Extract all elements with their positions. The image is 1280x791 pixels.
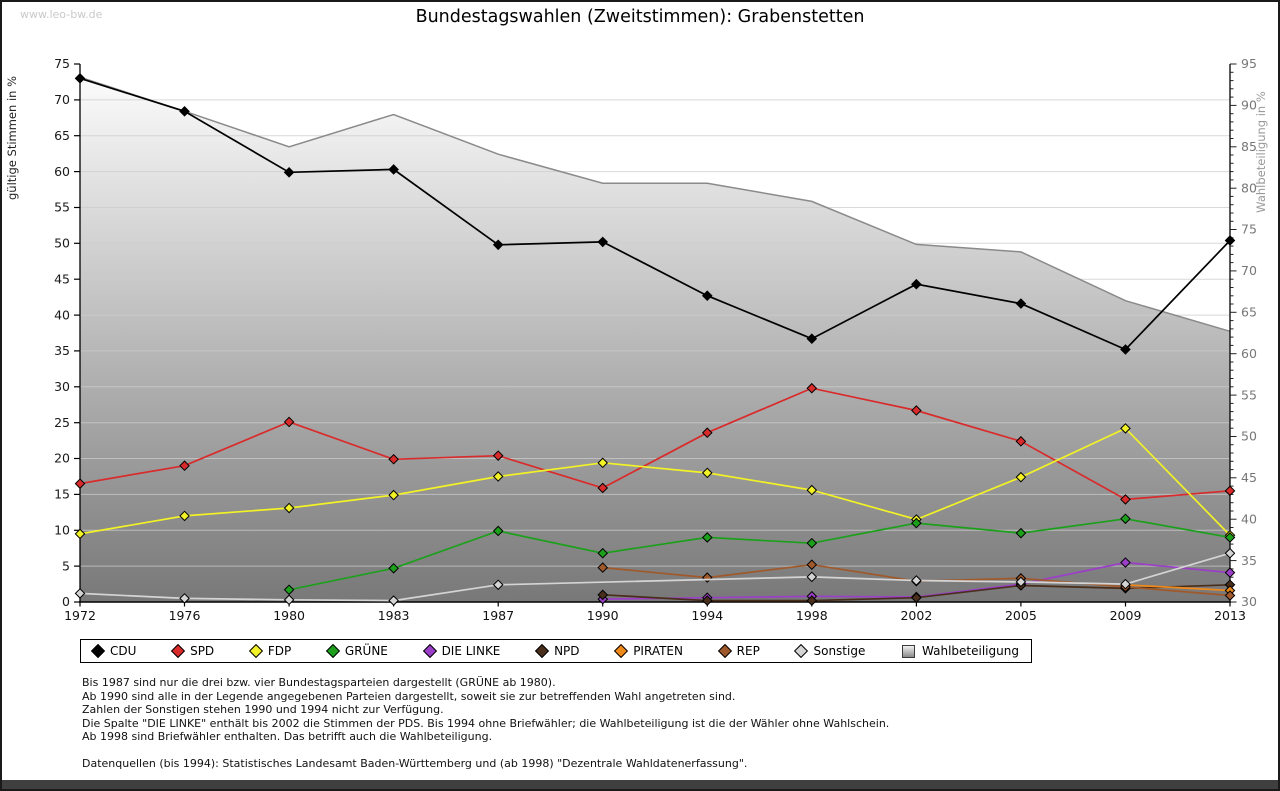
legend-label: PIRATEN (633, 644, 683, 658)
svg-text:15: 15 (54, 486, 70, 502)
watermark: www.leo-bw.de (20, 8, 103, 21)
svg-text:35: 35 (54, 343, 70, 359)
svg-text:10: 10 (54, 522, 70, 538)
legend-item-wahlbeteiligung (902, 644, 1019, 658)
legend-item-die-linke (425, 644, 501, 658)
svg-text:65: 65 (1241, 304, 1257, 320)
svg-text:1972: 1972 (64, 608, 96, 623)
party-diamond-icon (326, 644, 340, 658)
legend-label: DIE LINKE (441, 644, 501, 658)
svg-text:60: 60 (1241, 345, 1257, 361)
legend-item-grüne (328, 644, 388, 658)
bottom-bar (2, 780, 1278, 789)
svg-text:55: 55 (54, 199, 70, 215)
party-diamond-icon (535, 644, 549, 658)
party-diamond-icon (794, 644, 808, 658)
footnote-line: Bis 1987 sind nur die drei bzw. vier Bundestagsparteien dargestellt (GRÜNE ab 1980). (82, 676, 556, 689)
turnout-swatch-icon (902, 645, 915, 658)
svg-text:1998: 1998 (795, 608, 828, 623)
chart-svg (2, 2, 1280, 634)
legend-label: NPD (554, 644, 580, 658)
svg-text:45: 45 (54, 271, 70, 287)
svg-text:1976: 1976 (168, 608, 201, 623)
svg-text:90: 90 (1241, 97, 1257, 113)
svg-text:2002: 2002 (900, 608, 933, 623)
turnout-area (80, 77, 1230, 602)
footnote-line: Ab 1998 sind Briefwähler enthalten. Das betrifft auch die Wahlbeteiligung. (82, 730, 493, 743)
election-chart (2, 2, 1280, 634)
svg-text:1980: 1980 (273, 608, 306, 623)
legend-item-rep (720, 644, 760, 658)
svg-text:30: 30 (1241, 594, 1257, 610)
legend-item-fdp (251, 644, 291, 658)
footnotes (82, 676, 889, 771)
left-axis-title: gültige Stimmen in % (5, 75, 19, 201)
footnote-line (82, 744, 889, 758)
legend-item-piraten (616, 644, 683, 658)
svg-text:30: 30 (54, 379, 70, 394)
right-axis-title: Wahlbeteiligung in % (1254, 91, 1268, 213)
footnote-line: Die Spalte "DIE LINKE" enthält bis 2002 die Stimmen der PDS. Bis 1994 ohne Briefwähler; die Wahlbeteiligung ist die der Wähler ohne Wahlschein. (82, 716, 890, 730)
legend-item-spd (173, 644, 214, 658)
svg-text:50: 50 (54, 235, 70, 251)
legend-label: CDU (110, 644, 137, 658)
svg-text:80: 80 (1241, 180, 1257, 196)
party-diamond-icon (422, 644, 436, 658)
svg-text:55: 55 (1241, 387, 1257, 403)
svg-text:2013: 2013 (1214, 608, 1246, 623)
svg-text:1987: 1987 (482, 608, 515, 623)
legend-label: Sonstige (813, 644, 866, 658)
svg-text:1983: 1983 (377, 608, 410, 623)
svg-text:2009: 2009 (1109, 608, 1142, 623)
svg-text:45: 45 (1241, 470, 1257, 485)
svg-text:1990: 1990 (586, 608, 619, 623)
legend-label: GRÜNE (344, 644, 388, 658)
svg-text:85: 85 (1241, 139, 1257, 154)
svg-text:70: 70 (1241, 263, 1257, 279)
svg-text:1994: 1994 (691, 608, 724, 623)
party-diamond-icon (249, 644, 263, 658)
svg-text:2005: 2005 (1004, 608, 1037, 623)
svg-text:70: 70 (54, 92, 70, 108)
svg-text:50: 50 (1241, 428, 1257, 444)
footnote-line: Zahlen der Sonstigen stehen 1990 und 1994 nicht zur Verfügung. (82, 703, 444, 716)
footnote-line: Datenquellen (bis 1994): Statistisches Landesamt Baden-Württemberg und (ab 1998) "Dezentrale Wahldatenerfassung". (82, 757, 748, 770)
party-diamond-icon (718, 644, 732, 658)
legend-label: FDP (267, 644, 292, 658)
svg-text:75: 75 (1241, 221, 1257, 237)
party-diamond-icon (91, 644, 105, 658)
legend-label: Wahlbeteiligung (922, 644, 1019, 658)
party-diamond-icon (614, 644, 628, 658)
svg-text:60: 60 (54, 163, 70, 179)
page-title: Bundestagswahlen (Zweitstimmen): Grabenstetten (415, 7, 865, 27)
svg-text:95: 95 (1241, 56, 1257, 72)
svg-text:75: 75 (54, 56, 70, 72)
svg-text:35: 35 (1241, 552, 1257, 568)
svg-text:40: 40 (1241, 511, 1257, 527)
svg-text:20: 20 (54, 450, 70, 466)
legend-item-npd (537, 644, 579, 658)
svg-text:65: 65 (54, 127, 70, 143)
svg-text:40: 40 (54, 307, 70, 323)
legend-label: REP (736, 644, 760, 658)
svg-text:25: 25 (54, 414, 70, 430)
legend-item-cdu (93, 644, 136, 658)
svg-text:0: 0 (62, 594, 70, 610)
footnote-line: Ab 1990 sind alle in der Legende angegebenen Parteien dargestellt, soweit sie zur betreffenden Wahl angetreten sind. (82, 689, 736, 703)
legend-label: SPD (190, 644, 215, 658)
legend-item-sonstige (796, 644, 865, 658)
svg-text:5: 5 (62, 558, 70, 574)
party-diamond-icon (171, 644, 185, 658)
legend (80, 639, 1032, 663)
